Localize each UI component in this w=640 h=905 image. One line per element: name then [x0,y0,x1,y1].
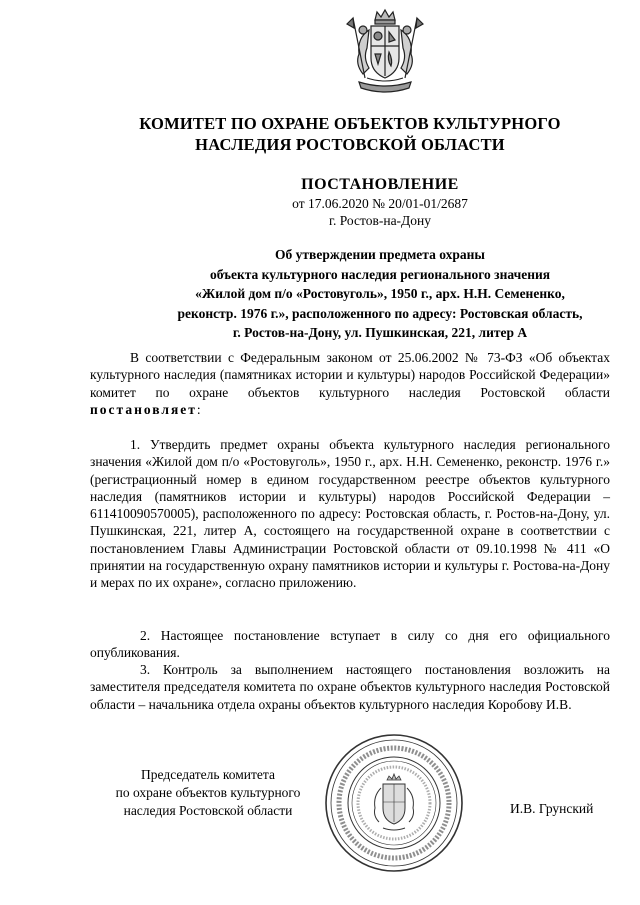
committee-line-1: КОМИТЕТ ПО ОХРАНЕ ОБЪЕКТОВ КУЛЬТУРНОГО [139,114,561,133]
subject-line-4: реконстр. 1976 г.», расположенного по адресу: Ростовская область, [177,305,583,321]
decree-subject [100,245,640,343]
official-seal-icon [323,732,465,874]
subject-line-5: г. Ростов-на-Дону, ул. Пушкинская, 221, литер А [232,325,528,340]
signatory-name: И.В. Грунский [510,801,594,816]
position-line-3: наследия Ростовской области [123,803,293,818]
committee-line-2: НАСЛЕДИЯ РОСТОВСКОЙ ОБЛАСТИ [195,135,505,154]
preamble-end: : [196,401,201,417]
preamble-verb: постановляет [90,401,197,417]
committee-header [60,113,640,155]
decree-date-number: от 17.06.2020 № 20/01-01/2687 [292,196,468,211]
position-line-2: по охране объектов культурного [115,785,301,800]
decree-city: г. Ростов-на-Дону [328,213,431,228]
item-1-paragraph: 1. Утвердить предмет охраны объекта культурного наследия регионального значения «Жилой дом п/о «Ростовуголь», 1950 г., арх. Н.Н. Семененко, реконстр. 1976 г.» (регистрационный номер в едином государственном реестре объектов культурного наследия (памятников истории и культуры) народов Российской Федерации – 611410090570005), расположенного по адресу: Ростовская область, г. Ростов-на-Дону, ул. Пушкинская, 221, литер А, состоящего на государственной охране в соответствии с постановлением Главы Администрации Ростовской области от 09.10.1998 № 411 «О принятии на государственную охрану памятников истории и культуры г. Ростова-на-Дону и мерах по их охране», согласно приложению. [90,437,610,591]
coat-of-arms-icon [345,8,425,100]
preamble-paragraph [90,349,610,418]
item-3-paragraph: 3. Контроль за выполнением настоящего постановления возложить на заместителя председателя комитета по охране объектов культурного наследия Ростовской области – начальника отдела охраны объектов культурного наследия Коробову И.В. [90,662,610,712]
item-2-paragraph: 2. Настоящее постановление вступает в силу со дня его официального опубликования. [90,628,610,661]
position-line-1: Председатель комитета [141,767,275,782]
subject-line-1: Об утверждении предмета охраны [275,247,485,262]
subject-line-3: «Жилой дом п/о «Ростовуголь», 1950 г., арх. Н.Н. Семененко, [195,286,565,301]
preamble-text: В соответствии с Федеральным законом от 25.06.2002 № 73-ФЗ «Об объектах культурного наследия (памятниках истории и культуры) народов Российской Федерации» комитет по охране объектов культурного наследия Ростовской области [90,350,610,400]
subject-line-2: объекта культурного наследия регионального значения [209,266,551,282]
signatory-position [88,766,328,820]
decree-meta [230,195,530,229]
decree-title: ПОСТАНОВЛЕНИЕ [301,176,459,193]
